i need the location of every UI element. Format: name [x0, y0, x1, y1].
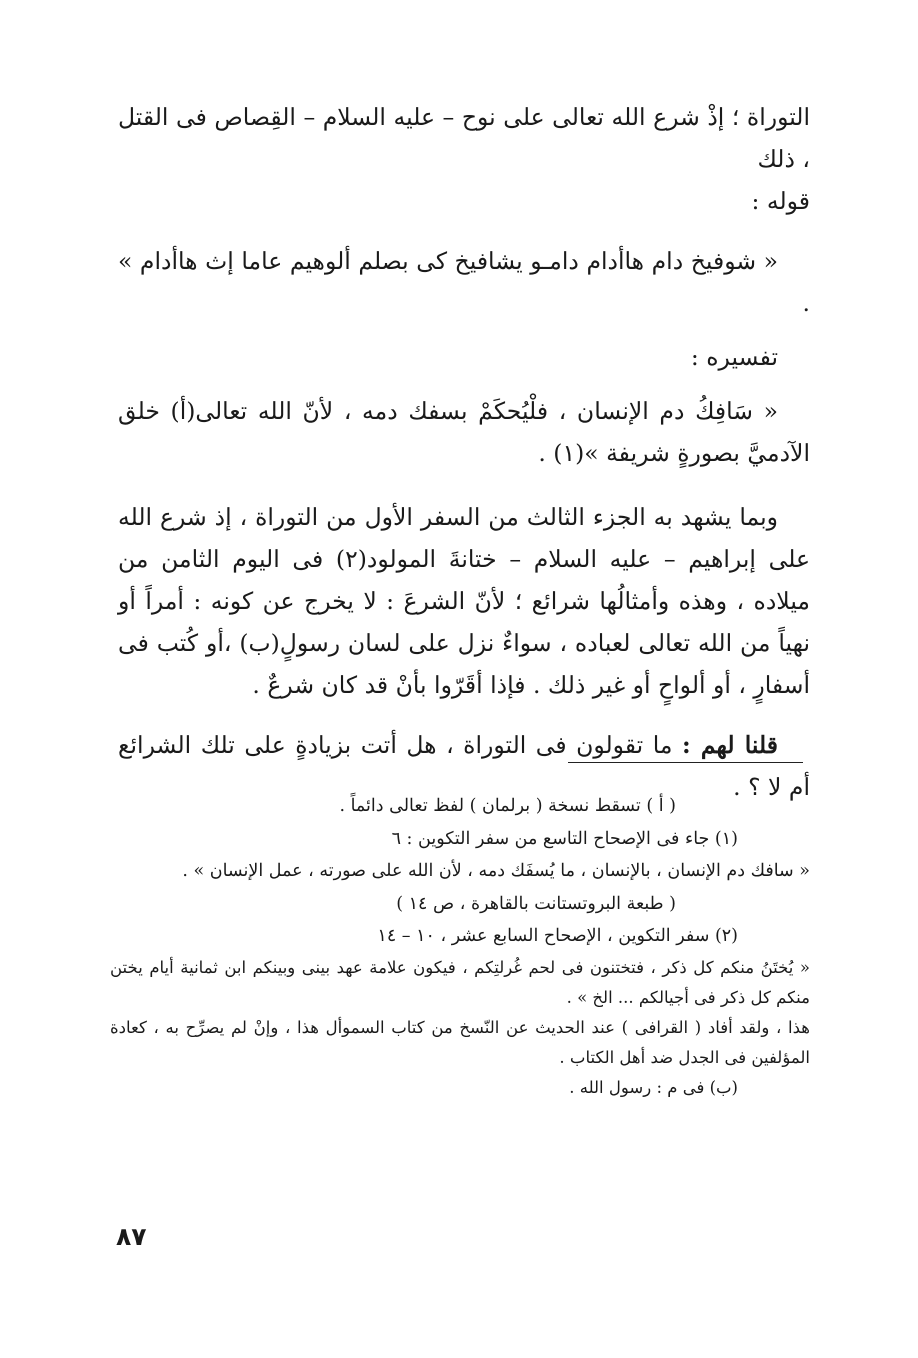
- main-text: [118, 96, 810, 808]
- footnote-divider: [568, 762, 803, 763]
- footnote-2-quote: « يُختَنُ منكم كل ذكر ، فتختنون فى لحم غُرلتِكم ، فيكون علامة عهد بينى وبينكم ابن ثمانية أيام يختن منكم كل ذكر فى أجيالكم ... الخ » .: [110, 957, 810, 1007]
- footnote-b: (ب) فى م : رسول الله .: [569, 1077, 738, 1097]
- footnote-2: (٢) سفر التكوين ، الإصحاح السابع عشر ، ١٠ – ١٤: [377, 926, 738, 946]
- footnote-2-comment: هذا ، ولقد أفاد ( القرافى ) عند الحديث عن النّسخ من كتاب السموأل هذا ، وإنْ لم يصرِّح به ، كعادة المؤلفين فى الجدل ضد أهل الكتاب .: [110, 1017, 810, 1067]
- footnote-1: (١) جاء فى الإصحاح التاسع من سفر التكوين : ٦: [391, 828, 738, 849]
- hebrew-quote: « شوفيخ دام هاأدام دامـو يشافيخ كى بصلم ألوهيم عاما إث هاأدام » .: [118, 247, 810, 317]
- paragraph-torah-line2: قوله :: [751, 187, 810, 215]
- question-lead: قلنا لهم :: [682, 731, 779, 759]
- question-rest: ما تقولون فى التوراة ، هل أتت بزيادةٍ على تلك الشرائع أم لا ؟ .: [118, 731, 810, 801]
- footnote-a: ( أ ) تسقط نسخة ( برلمان ) لفظ تعالى دائماً .: [339, 796, 676, 816]
- page-number: ٨٧: [116, 1222, 147, 1251]
- tafsir-label: تفسيره :: [690, 343, 778, 371]
- footnotes: [110, 790, 810, 1103]
- footnote-1-source: ( طبعة البروتستانت بالقاهرة ، ص ١٤ ): [396, 893, 676, 914]
- translation-quote: « سَافِكُ دم الإنسان ، فلْيُحكَمْ بسفك دمه ، لأنّ الله تعالى(أ) خلق الآدميَّ بصورةٍ شريفة »(١) .: [118, 397, 810, 467]
- footnote-1-quote: « سافك دم الإنسان ، بالإنسان ، ما يُسفَك دمه ، لأن الله على صورته ، عمل الإنسان » .: [182, 861, 810, 881]
- paragraph-torah-line1: التوراة ؛ إذْ شرع الله تعالى على نوح – عليه السلام – القِصاص فى القتل ، ذلك: [118, 103, 810, 173]
- paragraph-abraham: وبما يشهد به الجزء الثالث من السفر الأول من التوراة ، إذ شرع الله على إبراهيم – عليه السلام – ختانةَ المولود(٢) فى اليوم الثامن من ميلاده ، وهذه وأمثالُها شرائع ؛ لأنّ الشرعَ : لا يخرج عن كونه : أمراً أو نهياً من الله تعالى لعباده ، سواءٌ نزل على لسان رسولٍ(ب) ،أو كُتب فى أسفارٍ ، أو ألواحٍ أو غير ذلك . فإذا أقَرّوا بأنْ قد كان شرعٌ .: [118, 503, 811, 699]
